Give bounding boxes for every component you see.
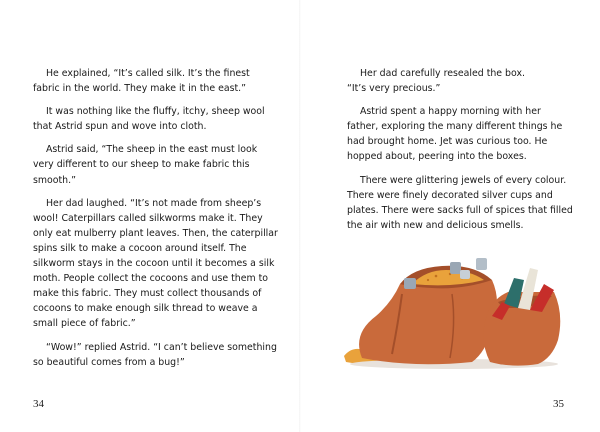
large-sack <box>359 280 497 364</box>
page-number-right: 35 <box>553 398 564 410</box>
page-gutter <box>299 0 301 432</box>
spice-sacks-illustration <box>342 254 564 370</box>
page-number-left: 34 <box>33 398 44 410</box>
paragraph: It was nothing like the fluffy, itchy, sheep wool that Astrid spun and wove into cloth. <box>33 106 265 133</box>
silver-cup <box>450 262 461 274</box>
left-page-text <box>33 66 279 378</box>
silver-cup <box>404 278 416 289</box>
paragraph: Her dad laughed. “It’s not made from sheep’s wool! Caterpillars called silkworms make it. They only eat mulberry plant leaves. Then, the caterpillar spins silk to make a cocoon around itself. The silkworm stays in the cocoon until it becomes a silk moth. People collect the cocoons and use them to make this fabric. They must collect thousands of cocoons to make enough silk thread to weave a small piece of fabric.” <box>33 197 278 330</box>
silver-cup <box>476 258 487 270</box>
paragraph: There were glittering jewels of every colour. There were finely decorated silver cups and plates. There were sacks full of spices that filled the air with new and delicious smells. <box>347 174 573 231</box>
paragraph: He explained, “It’s called silk. It’s the finest fabric in the world. They make it in the east.” <box>33 68 250 95</box>
paragraph: Her dad carefully resealed the box. <box>360 68 525 79</box>
paragraph: “It’s very precious.” <box>347 83 441 95</box>
paragraph: Astrid spent a happy morning with her father, exploring the many different things he had brought home. Jet was curious too. He hopped about, peering into the boxes. <box>347 106 563 163</box>
silver-cup <box>460 270 470 279</box>
paragraph: “Wow!” replied Astrid. “I can’t believe something so beautiful comes from a bug!” <box>33 341 277 368</box>
paragraph: Astrid said, “The sheep in the east must look very different to our sheep to make fabric this smooth.” <box>33 144 258 186</box>
right-page-text <box>347 66 575 241</box>
